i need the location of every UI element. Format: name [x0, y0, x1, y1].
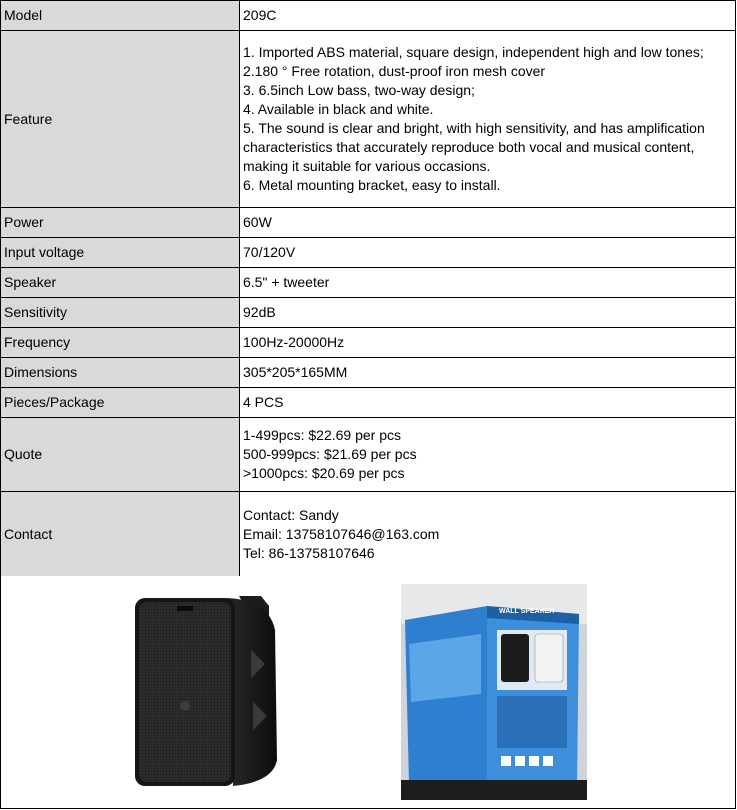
quote-line-1: 1-499pcs: $22.69 per pcs: [243, 427, 401, 443]
feature-line-2: 2.180 ° Free rotation, dust-proof iron mesh cover: [243, 63, 546, 79]
value-input-voltage: 70/120V: [240, 238, 736, 268]
value-speaker: 6.5" + tweeter: [240, 268, 736, 298]
feature-line-5: 5. The sound is clear and bright, with high sensitivity, and has amplification characteristics that accurately reproduce both vocal and musical content, making it suitable for various occasions.: [243, 120, 705, 174]
value-quote: [240, 418, 736, 492]
contact-tel: Tel: 86-13758107646: [243, 544, 375, 561]
row-pieces-package: [1, 388, 736, 418]
row-quote: [1, 418, 736, 492]
quote-line-2: 500-999pcs: $21.69 per pcs: [243, 446, 417, 462]
label-dimensions: Dimensions: [1, 358, 240, 388]
feature-line-1: 1. Imported ABS material, square design, independent high and low tones;: [243, 44, 704, 60]
contact-name: Contact: Sandy: [243, 506, 339, 523]
product-photos: [0, 576, 736, 809]
value-pieces-package: 4 PCS: [240, 388, 736, 418]
quote-line-3: >1000pcs: $20.69 per pcs: [243, 465, 405, 481]
label-power: Power: [1, 208, 240, 238]
packaging-box-photo: [401, 584, 587, 800]
row-power: [1, 208, 736, 238]
row-speaker: [1, 268, 736, 298]
value-model: 209C: [240, 1, 736, 31]
row-input-voltage: [1, 238, 736, 268]
feature-line-3: 3. 6.5inch Low bass, two-way design;: [243, 82, 475, 98]
label-sensitivity: Sensitivity: [1, 298, 240, 328]
row-model: [1, 1, 736, 31]
label-pieces-package: Pieces/Package: [1, 388, 240, 418]
label-input-voltage: Input voltage: [1, 238, 240, 268]
value-frequency: 100Hz-20000Hz: [240, 328, 736, 358]
value-dimensions: 305*205*165MM: [240, 358, 736, 388]
contact-email: Email: 13758107646@163.com: [243, 525, 440, 542]
label-contact: Contact: [1, 492, 240, 577]
label-quote: Quote: [1, 418, 240, 492]
label-feature: Feature: [1, 31, 240, 208]
row-contact: [1, 492, 736, 577]
row-frequency: [1, 328, 736, 358]
row-dimensions: [1, 358, 736, 388]
feature-line-4: 4. Available in black and white.: [243, 101, 434, 117]
box-label: WALL SPEAKER: [499, 608, 555, 615]
value-power: 60W: [240, 208, 736, 238]
value-contact: [240, 492, 736, 577]
feature-line-6: 6. Metal mounting bracket, easy to install.: [243, 177, 501, 193]
value-feature: [240, 31, 736, 208]
label-model: Model: [1, 1, 240, 31]
row-feature: [1, 31, 736, 208]
speaker-photo: [129, 590, 279, 790]
row-sensitivity: [1, 298, 736, 328]
value-sensitivity: 92dB: [240, 298, 736, 328]
label-speaker: Speaker: [1, 268, 240, 298]
label-frequency: Frequency: [1, 328, 240, 358]
